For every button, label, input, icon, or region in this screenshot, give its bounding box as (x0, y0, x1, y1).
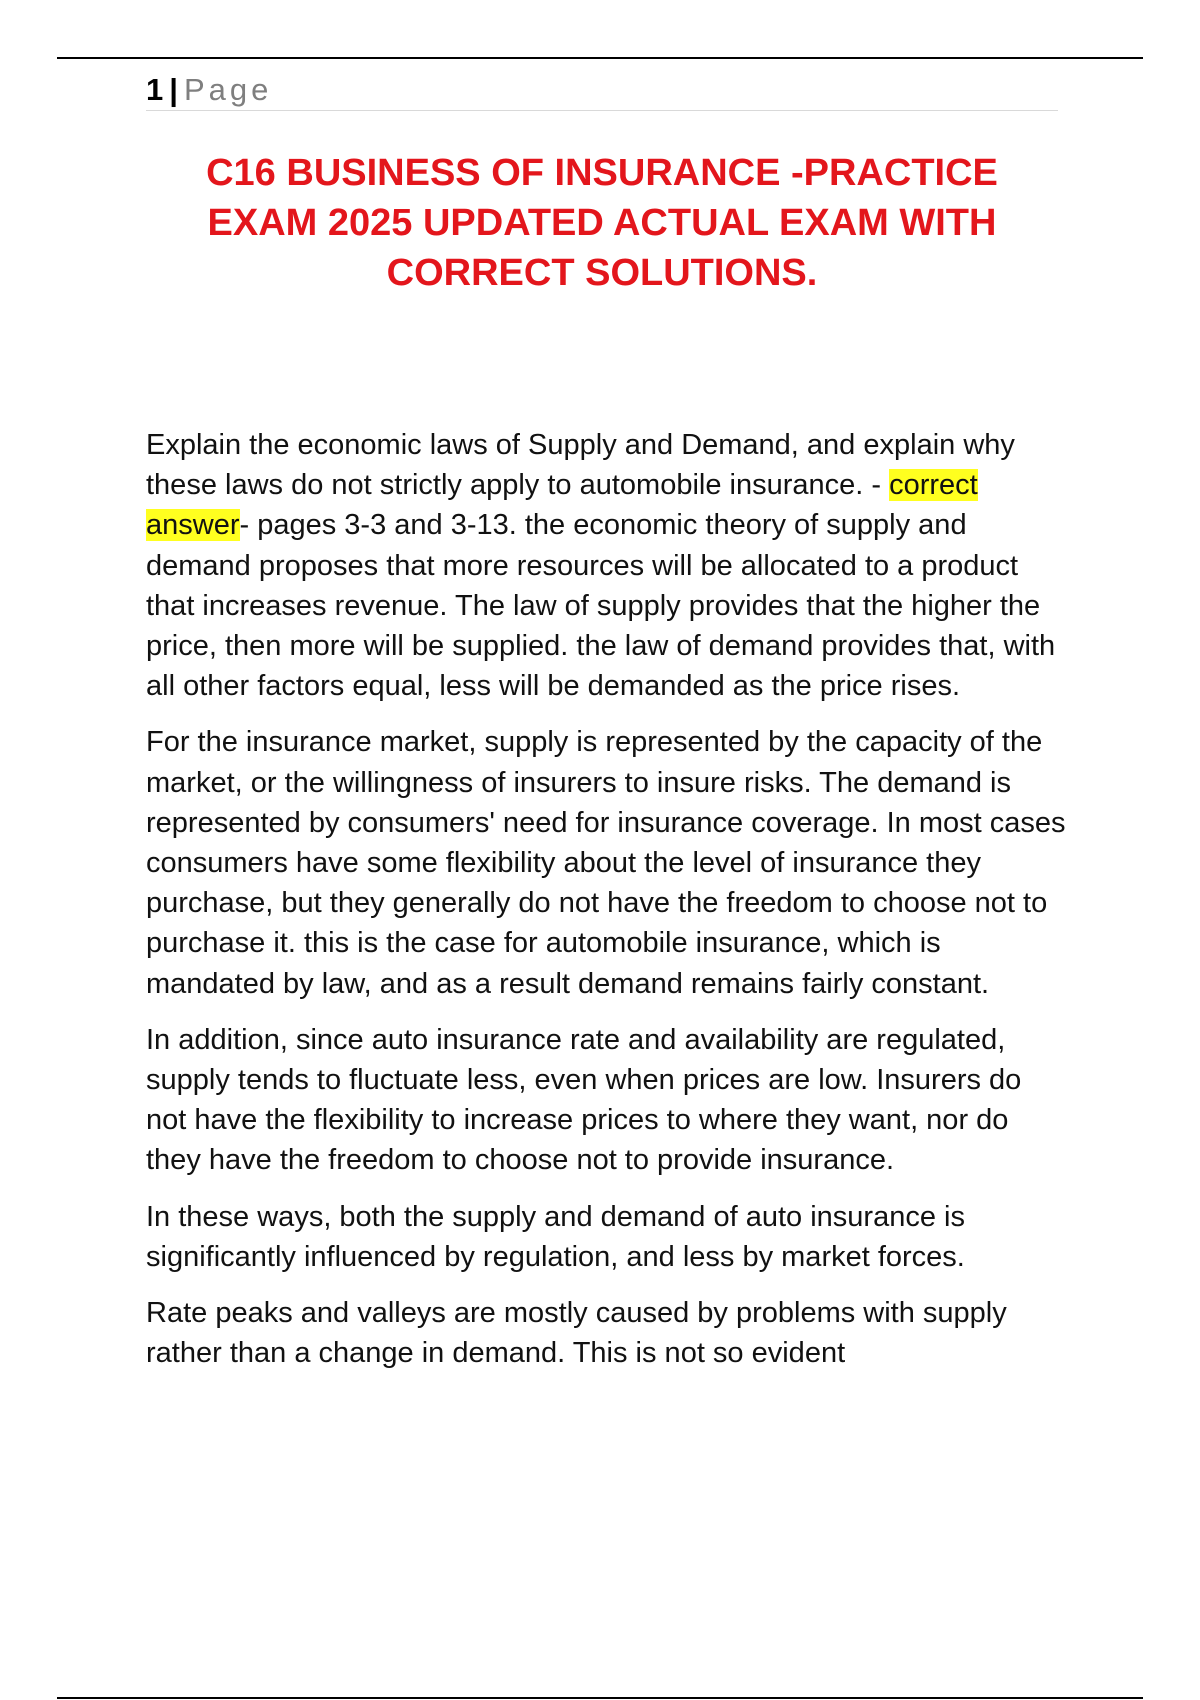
correct-answer-highlight: correct answer (146, 469, 978, 542)
document-title: C16 BUSINESS OF INSURANCE -PRACTICE EXAM 2025 UPDATED ACTUAL EXAM WITH CORRECT SOLUTIONS. (206, 152, 998, 294)
answer-intro: - pages 3-3 and 3-13. the economic theory of supply and demand proposes that more resources will be allocated to a product that increases revenue. The law of supply provides that the higher the price, then more will be supplied. the law of demand provides that, with all other factors equal, less will be demanded as the price rises. (146, 509, 1056, 703)
answer-paragraph-4: Rate peaks and valleys are mostly caused by problems with supply rather than a change in demand. This is not so evident (146, 1297, 1007, 1370)
page-number: 1 (146, 72, 164, 107)
top-rule (57, 57, 1143, 59)
page-separator: | (169, 72, 178, 107)
question-paragraph (146, 425, 1066, 706)
answer-paragraph-1: For the insurance market, supply is represented by the capacity of the market, or the willingness of insurers to insure risks. The demand is represented by consumers' need for insurance coverage. In most cases consumers have some flexibility about the level of insurance they purchase, but they generally do not have the freedom to choose not to purchase it. this is the case for automobile insurance, which is mandated by law, and as a result demand remains fairly constant. (146, 726, 1066, 1000)
bottom-rule (57, 1697, 1143, 1699)
question-prompt: Explain the economic laws of Supply and Demand, and explain why these laws do not strictly apply to automobile insurance. - (146, 429, 1015, 502)
answer-paragraph-2: In addition, since auto insurance rate and availability are regulated, supply tends to fluctuate less, even when prices are low. Insurers do not have the flexibility to increase prices to where they want, nor do they have the freedom to choose not to provide insurance. (146, 1023, 1022, 1177)
document-body (146, 425, 1066, 1389)
page-header (146, 70, 1058, 111)
page-label: Page (183, 72, 273, 107)
answer-paragraph-3: In these ways, both the supply and demand of auto insurance is significantly influenced by regulation, and less by market forces. (146, 1200, 965, 1273)
